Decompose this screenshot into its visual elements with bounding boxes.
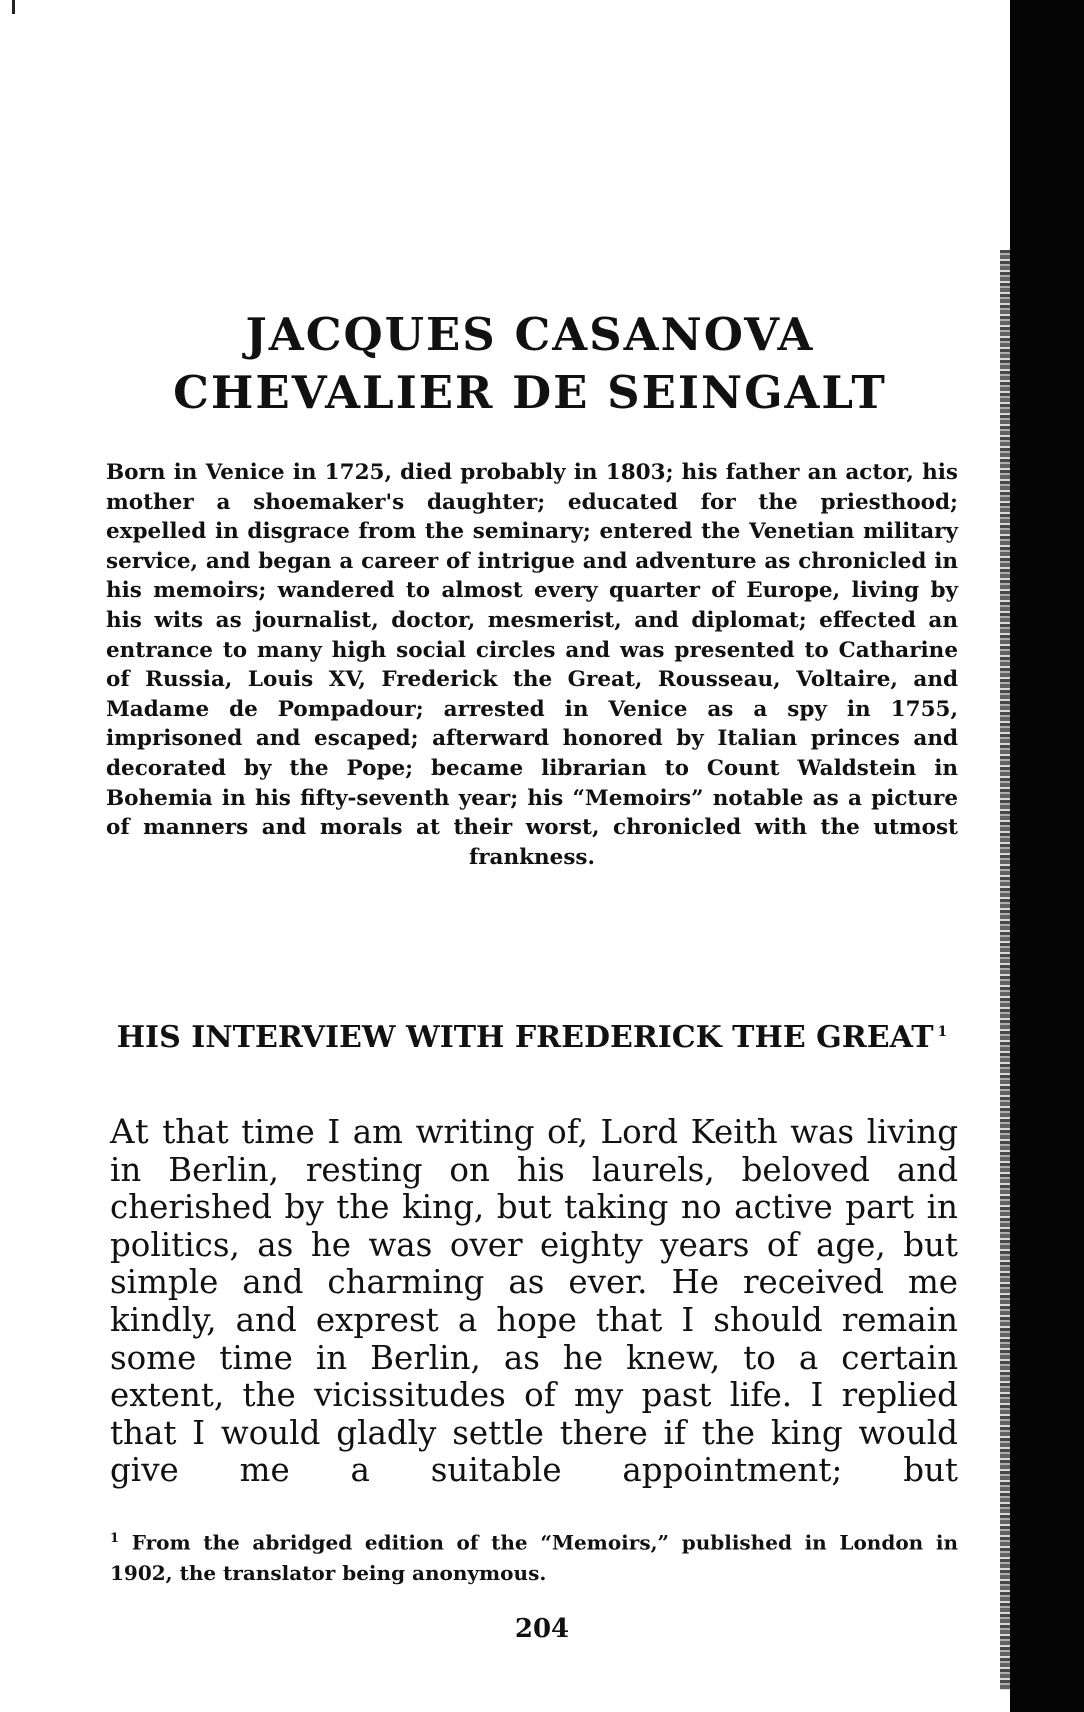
scan-border: [1010, 0, 1084, 1712]
body-paragraph: [110, 1114, 958, 1490]
footnote: [110, 1524, 958, 1588]
footnote-text: From the abridged edition of the “Memoirs,” published in London in 1902, the translator being anonymous.: [110, 1530, 958, 1585]
body-text: that time I am writing of, Lord Keith was living in Berlin, resting on his laurels, beloved and cherished by the king, but taking no active part in politics, as he was over eighty years of age, but simple and charming as ever. He received me kindly, and exprest a hope that I should remain some time in Berlin, as he knew, to a certain extent, the vicissitudes of my past life. I replied that I would gladly settle there if the king would give me a suitable appointment; but: [110, 1113, 958, 1490]
page-number: 204: [514, 1614, 570, 1644]
paragraph-lead: At: [110, 1112, 150, 1152]
scan-mark: [12, 0, 15, 14]
footnote-reference: 1: [937, 1024, 948, 1040]
title-line-1: JACQUES CASANOVA: [245, 308, 815, 361]
page-title: [100, 306, 960, 422]
title-line-2: CHEVALIER DE SEINGALT: [173, 366, 887, 419]
chapter-heading: [106, 1010, 958, 1060]
chapter-title-text: HIS INTERVIEW WITH FREDERICK THE GREAT: [116, 1020, 934, 1055]
biography-paragraph: Born in Venice in 1725, died probably in 1803; his father an actor, his mother a shoemaker's daughter; educated for the priesthood; expelled in disgrace from the seminary; entered the Venetian military service, and began a career of intrigue and adventure as chronicled in his memoirs; wandered to almost every quarter of Europe, living by his wits as journalist, doctor, mesmerist, and diplomat; effected an entrance to many high social circles and was presented to Catharine of Russia, Louis XV, Frederick the Great, Rousseau, Voltaire, and Madame de Pompadour; arrested in Venice as a spy in 1755, imprisoned and escaped; afterward honored by Italian princes and decorated by the Pope; became librarian to Count Waldstein in Bohemia in his fifty-seventh year; his “Memoirs” notable as a picture of manners and morals at their worst, chronicled with the utmost frankness.: [106, 460, 958, 870]
footnote-number: 1: [110, 1531, 120, 1546]
